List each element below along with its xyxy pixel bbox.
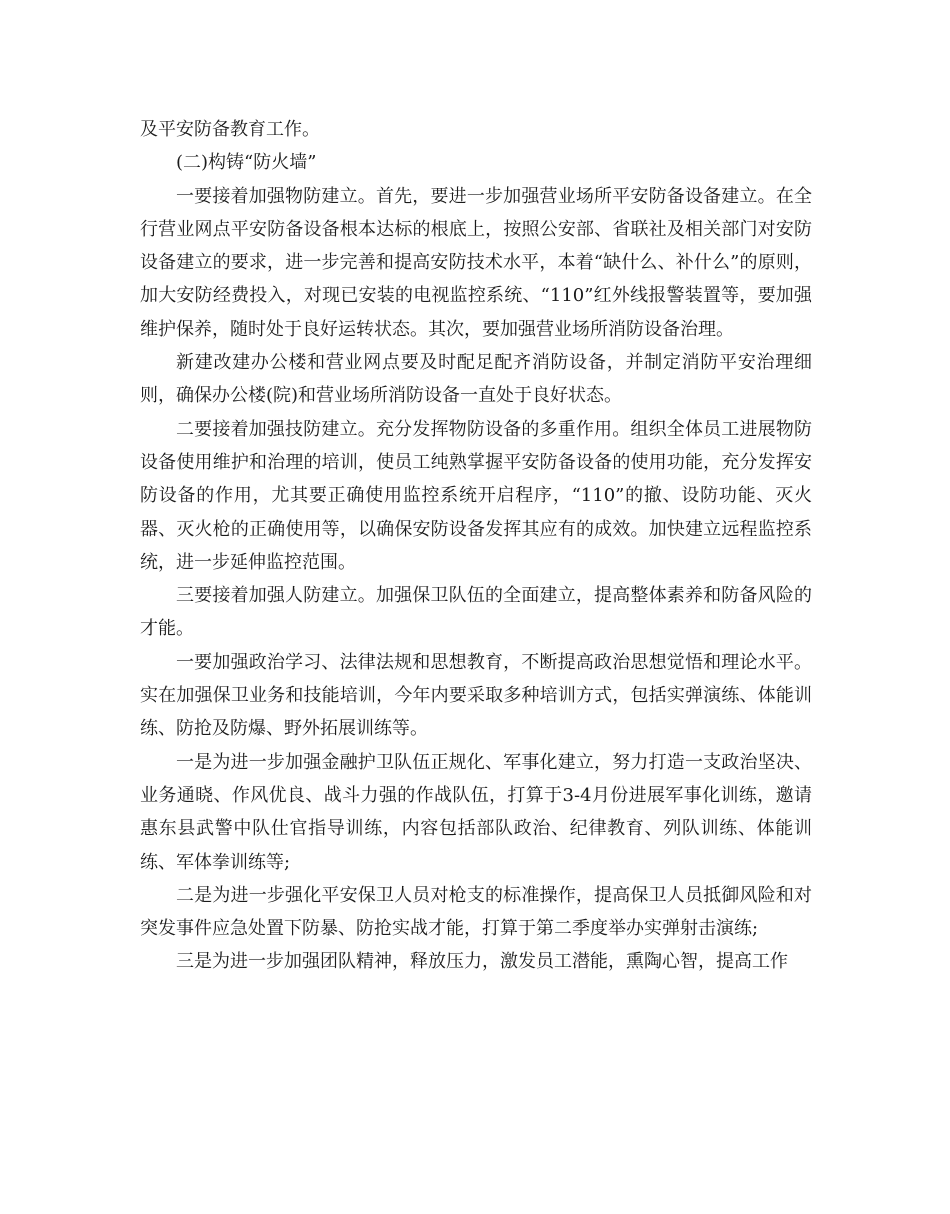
paragraph-personnel-defense: 三要接着加强人防建立。加强保卫队伍的全面建立，提高整体素养和防备风险的才能。 <box>140 585 812 640</box>
paragraph-fire-equipment: 新建改建办公楼和营业网点要及时配足配齐消防设备，并制定消防平安治理细则，确保办公楼(院)和营业场所消防设备一直处于良好状态。 <box>140 352 812 407</box>
paragraph-technical-defense: 二要接着加强技防建立。充分发挥物防设备的多重作用。组织全体员工进展物防设备使用维护和治理的培训，使员工纯熟掌握平安防备设备的使用功能，充分发挥安防设备的作用，尤其要正确使用监控系统开启程序，“110”的撤、设防功能、灭火器、灭火枪的正确使用等，以确保安防设备发挥其应有的成效。加快建立远程监控系统，进一步延伸监控范围。 <box>140 418 812 573</box>
paragraph-continuation: 及平安防备教育工作。 <box>140 119 320 140</box>
paragraph-item-one: 一是为进一步加强金融护卫队伍正规化、军事化建立，努力打造一支政治坚决、业务通晓、作风优良、战斗力强的作战队伍，打算于3-4月份进展军事化训练，邀请惠东县武警中队仕官指导训练，内容包括部队政治、纪律教育、列队训练、体能训练、军体拳训练等; <box>140 751 812 873</box>
paragraph-political-study: 一要加强政治学习、法律法规和思想教育，不断提高政治思想觉悟和理论水平。实在加强保卫业务和技能培训，今年内要采取多种培训方式，包括实弹演练、体能训练、防抢及防爆、野外拓展训练等。 <box>140 651 812 740</box>
document-body <box>140 113 812 979</box>
paragraph-item-three: 三是为进一步加强团队精神，释放压力，激发员工潜能，熏陶心智，提高工作 <box>176 951 788 973</box>
paragraph-physical-defense: 一要接着加强物防建立。首先，要进一步加强营业场所平安防备设备建立。在全行营业网点平安防备设备根本达标的根底上，按照公安部、省联社及相关部门对安防设备建立的要求，进一步完善和提高安防技术水平，本着“缺什么、补什么”的原则，加大安防经费投入，对现已安装的电视监控系统、“110”红外线报警装置等，要加强维护保养，随时处于良好运转状态。其次，要加强营业场所消防设备治理。 <box>140 185 812 340</box>
paragraph-item-two: 二是为进一步强化平安保卫人员对枪支的标准操作，提高保卫人员抵御风险和对突发事件应急处置下防暴、防抢实战才能，打算于第二季度举办实弹射击演练; <box>140 884 812 940</box>
section-heading: (二)构铸“防火墙” <box>176 152 317 174</box>
